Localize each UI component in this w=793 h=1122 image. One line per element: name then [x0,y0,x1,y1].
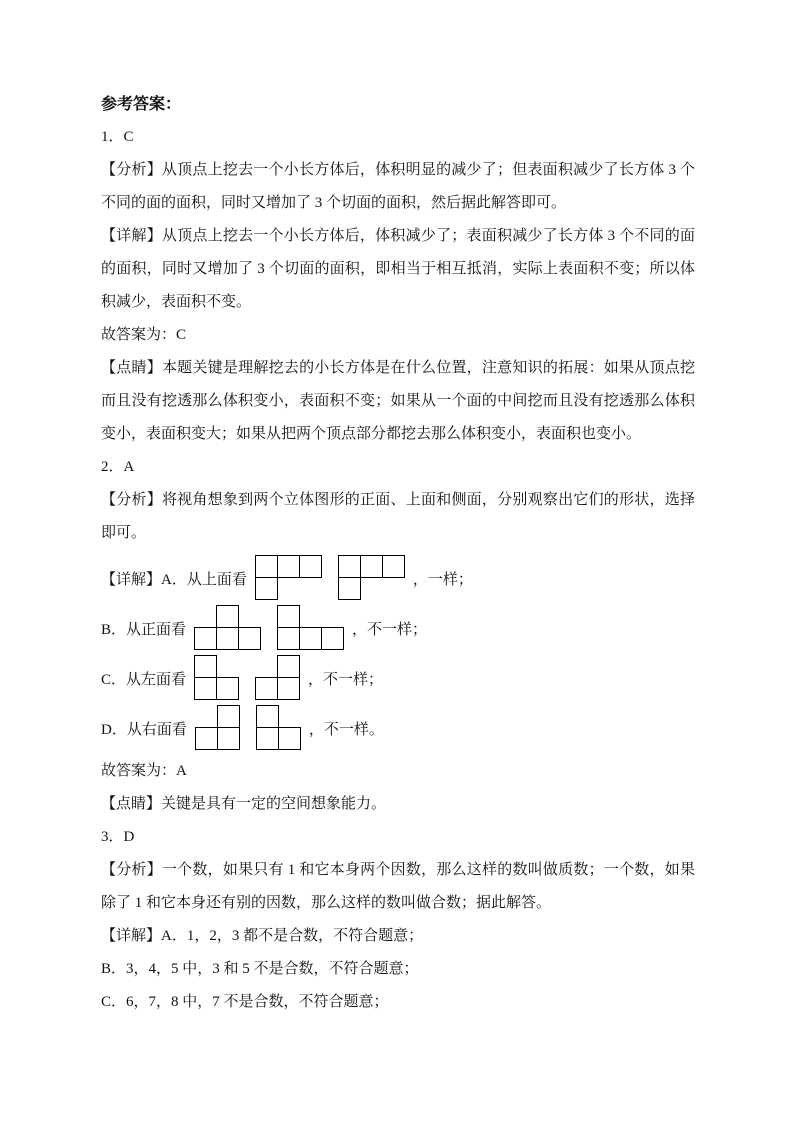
view-right-suffix: ，不一样。 [308,722,384,738]
answer-3-analysis: 【分析】一个数，如果只有 1 和它本身两个因数，那么这样的数叫做质数；一个数，如果除了 1 和它本身还有别的因数，那么这样的数叫做合数；据此解答。 [101,862,695,911]
answer-1-note: 【点睛】本题关键是理解挖去的小长方体是在什么位置，注意知识的拓展：如果从顶点挖而且没有挖透那么体积变小，表面积不变；如果从一个面的中间挖而且没有挖透那么体积变小，表面积变大；如果从把两个顶点部分都挖去那么体积变小，表面积也变小。 [101,360,695,442]
answer-2-view-top [101,555,695,600]
answer-3-detail-a: 【详解】A．1，2，3 都不是合数，不符合题意； [101,928,424,944]
answer-2-note: 【点睛】关键是具有一定的空间想象能力。 [101,796,387,812]
page-title: 参考答案： [101,96,182,113]
answer-2-analysis: 【分析】将视角想象到两个立体图形的正面、上面和侧面，分别观察出它们的形状，选择即可。 [101,492,695,541]
view-top-prefix: 【详解】A．从上面看 [101,572,247,588]
view-left-prefix: C．从左面看 [101,672,187,688]
answer-3-number: 3．D [101,829,135,845]
cube-left-view-diagram-1 [194,655,239,700]
answer-3-detail-c: C．6，7，8 中，7 不是合数，不符合题意； [101,994,389,1010]
cube-right-view-diagram-2 [256,705,301,750]
answer-1-detail: 【详解】从顶点上挖去一个小长方体后，体积减少了；表面积减少了长方体 3 个不同的面的面积，同时又增加了 3 个切面的面积，即相当于相互抵消，实际上表面积不变；所以体积减少，表面积不变。 [101,228,695,310]
view-left-suffix: ，不一样； [308,672,384,688]
answer-1-analysis: 【分析】从顶点上挖去一个小长方体后，体积明显的减少了；但表面积减少了长方体 3 个不同的面的面积，同时又增加了 3 个切面的面积，然后据此解答即可。 [101,162,695,211]
cube-front-view-diagram-2 [277,605,344,650]
view-top-suffix: ，一样； [412,572,473,588]
cube-left-view-diagram-2 [255,655,300,700]
answer-1-conclusion: 故答案为：C [101,327,187,343]
answer-2-view-right [101,705,695,750]
view-front-prefix: B．从正面看 [101,622,187,638]
answer-2-view-left [101,655,695,700]
answer-3-detail-b: B．3，4，5 中，3 和 5 不是合数，不符合题意； [101,961,419,977]
cube-top-view-diagram-2 [338,555,405,600]
answer-2-view-front [101,605,695,650]
answer-1-number: 1．C [101,129,134,145]
cube-front-view-diagram-1 [194,605,261,650]
cube-right-view-diagram-1 [195,705,240,750]
view-right-prefix: D．从右面看 [101,722,187,738]
cube-top-view-diagram-1 [255,555,322,600]
answer-2-number: 2．A [101,459,135,475]
answer-2-conclusion: 故答案为：A [101,763,187,779]
view-front-suffix: ，不一样； [352,622,428,638]
